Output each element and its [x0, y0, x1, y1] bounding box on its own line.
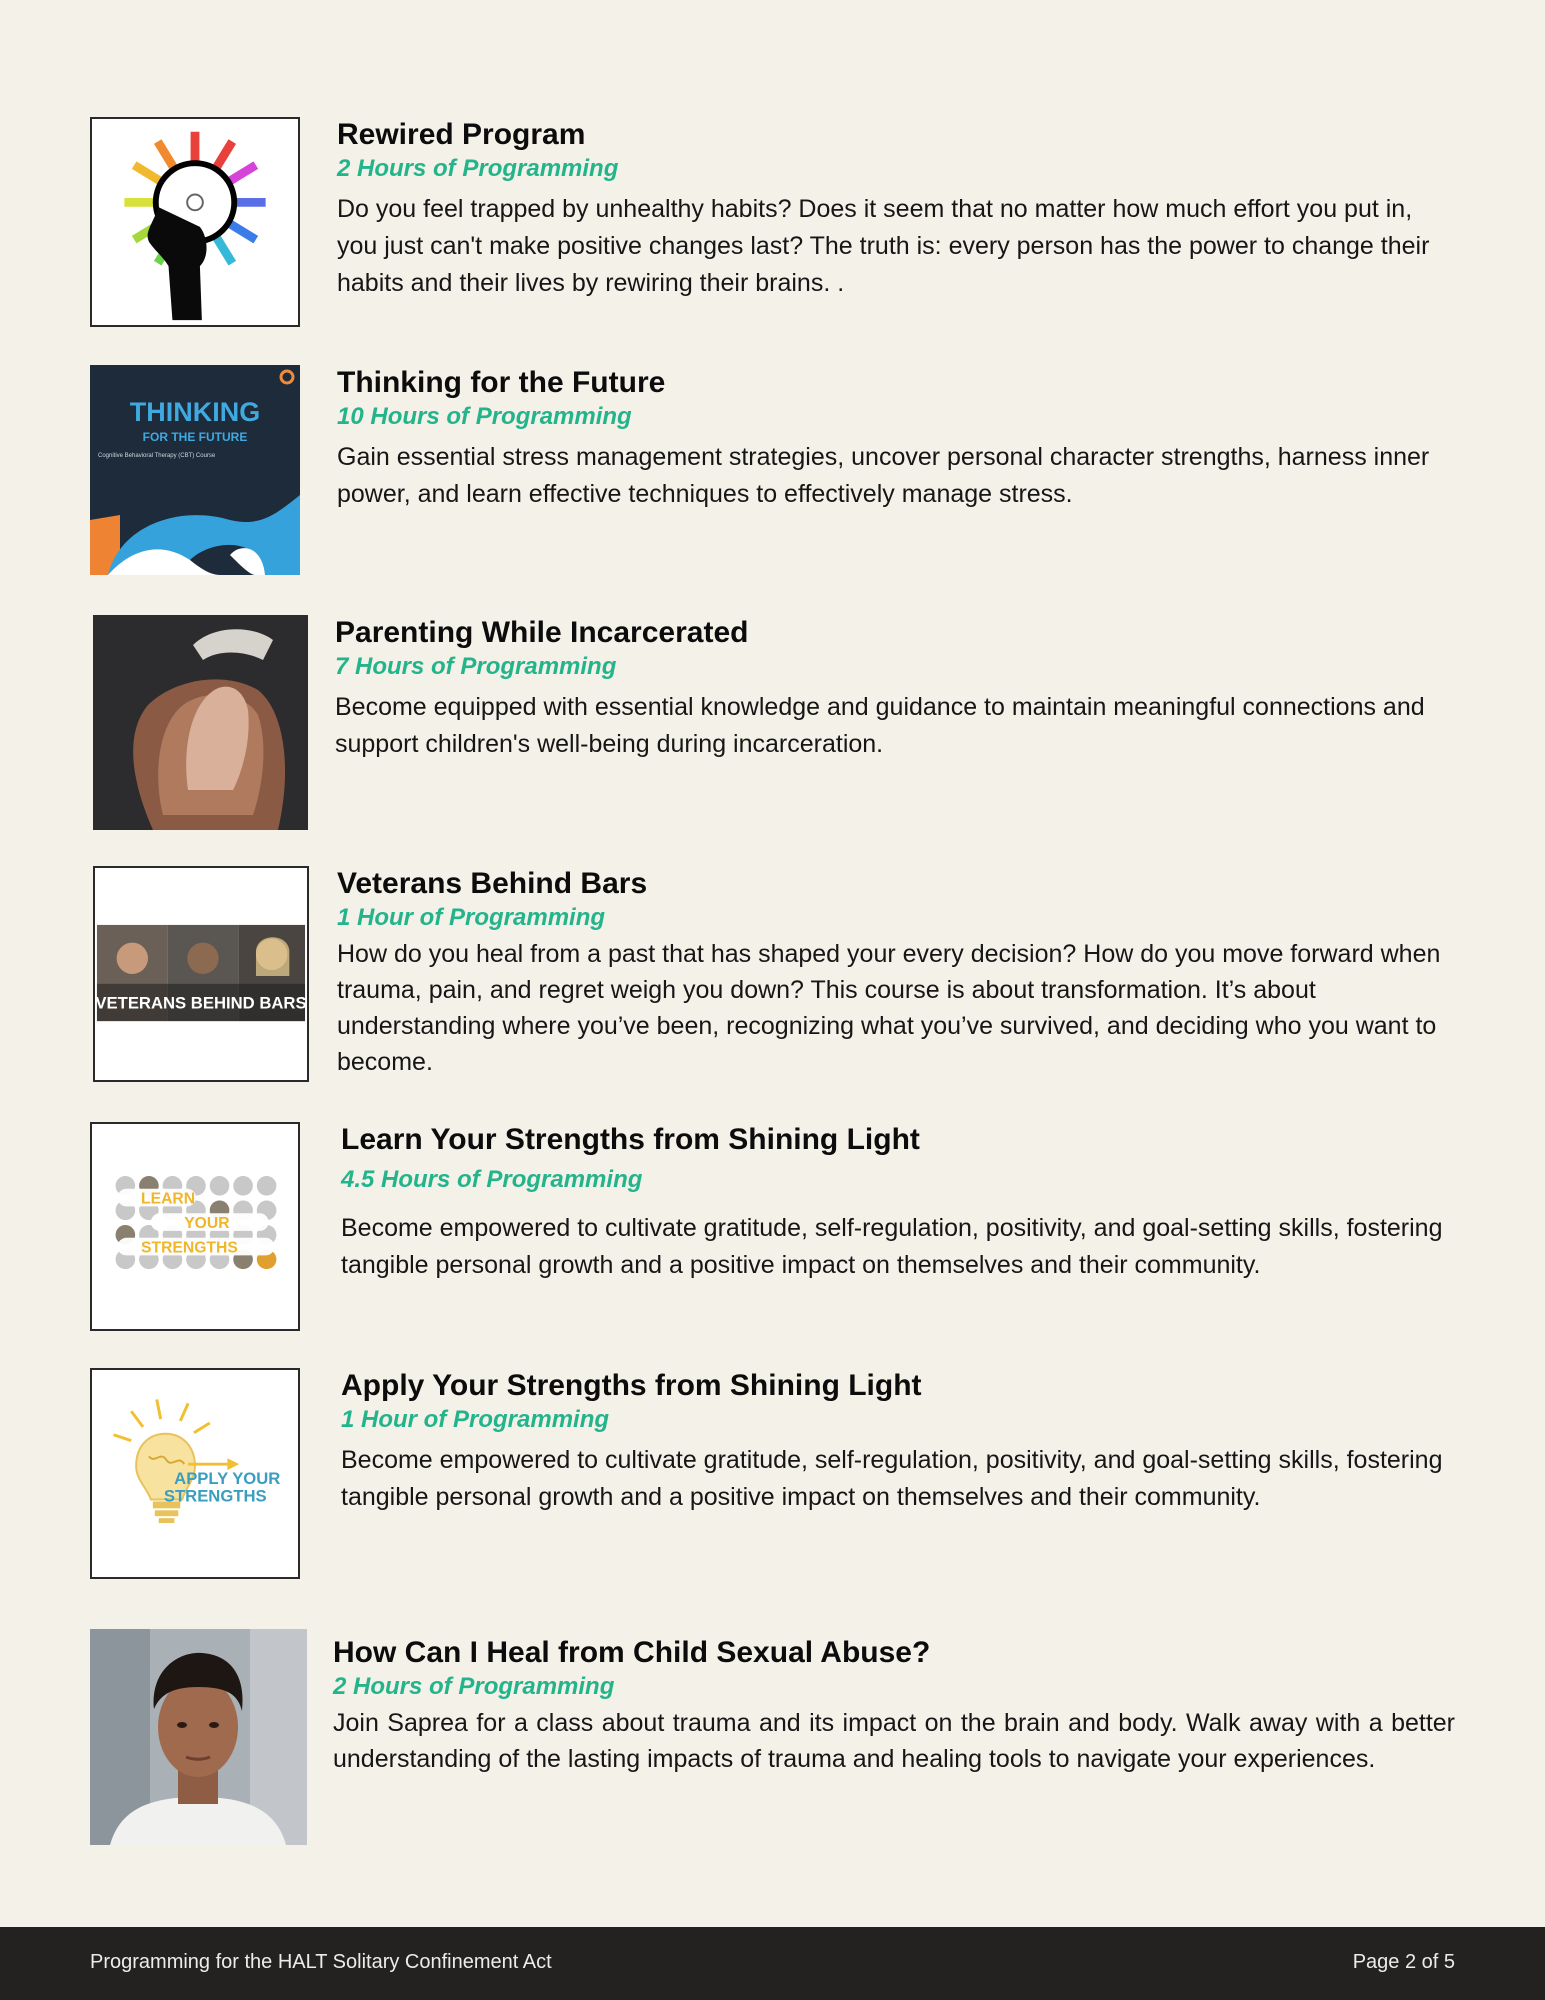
graphic-word-strengths: STRENGTHS: [141, 1239, 238, 1257]
program-info: [333, 1629, 1455, 1777]
program-description: How do you heal from a past that has shaped your every decision? How do you move forward when trauma, pain, and regret weigh you down? This course is about transformation. It’s about understanding where you’ve been, recognizing what you’ve survived, and deciding who you want to become.: [337, 940, 1441, 1076]
program-hours: 4.5 Hours of Programming: [341, 1166, 643, 1193]
veterans-banner-text: VETERANS BEHIND BARS: [95, 993, 307, 1013]
program-hours: 2 Hours of Programming: [333, 1673, 615, 1700]
cover-subtitle: FOR THE FUTURE: [142, 430, 248, 444]
program-description: Become empowered to cultivate gratitude, self-regulation, positivity, and goal-setting skills, fostering tangible personal growth and a positive impact on themselves and their community.: [341, 1446, 1443, 1511]
veterans-photo-strip: [93, 866, 309, 1082]
graphic-word-apply-your: APPLY YOUR: [174, 1468, 281, 1488]
program-description: Become equipped with essential knowledge and guidance to maintain meaningful connections and support children's well-being during incarceration.: [335, 693, 1425, 758]
program-info: [337, 866, 1455, 1080]
graphic-word-learn: LEARN: [141, 1190, 196, 1208]
program-hours: 1 Hour of Programming: [337, 904, 606, 931]
program-title: How Can I Heal from Child Sexual Abuse?: [333, 1636, 931, 1669]
stacked-hands-photo: [93, 615, 308, 830]
page-number: Page 2 of 5: [1352, 1951, 1455, 1973]
footer-title: Programming for the HALT Solitary Confinement Act: [90, 1951, 552, 1973]
program-info: [337, 365, 1455, 513]
program-title: Rewired Program: [337, 118, 586, 151]
program-hours: 2 Hours of Programming: [337, 155, 619, 182]
program-info: [337, 117, 1455, 302]
program-hours: 10 Hours of Programming: [337, 403, 632, 430]
cover-caption: Cognitive Behavioral Therapy (CBT) Course: [98, 453, 216, 459]
program-description: Become empowered to cultivate gratitude, self-regulation, positivity, and goal-setting skills, fostering tangible personal growth and a positive impact on themselves and their community.: [341, 1214, 1443, 1279]
thinking-for-the-future-cover: [90, 365, 300, 575]
cover-title: THINKING: [129, 397, 261, 427]
learn-your-strengths-graphic: [90, 1122, 300, 1331]
program-title: Learn Your Strengths from Shining Light: [341, 1123, 920, 1156]
graphic-word-your: YOUR: [184, 1214, 230, 1232]
program-hours: 7 Hours of Programming: [335, 653, 617, 680]
program-info: [341, 1122, 1455, 1284]
lightbulb-icon: [90, 1368, 300, 1579]
program-description: Do you feel trapped by unhealthy habits? Does it seem that no matter how much effort you put in, you just can't make positive changes last? The truth is: every person has the power to change their habits and their lives by rewiring their brains. .: [337, 195, 1430, 297]
program-hours: 1 Hour of Programming: [341, 1406, 610, 1433]
graphic-word-strengths: STRENGTHS: [163, 1486, 267, 1506]
program-title: Veterans Behind Bars: [337, 867, 648, 900]
page-footer: [0, 1927, 1545, 2000]
rainbow-arrows-head-icon: [90, 117, 300, 327]
program-description: Gain essential stress management strategies, uncover personal character strengths, harness inner power, and learn effective techniques to effectively manage stress.: [337, 443, 1430, 508]
program-description: Join Saprea for a class about trauma and its impact on the brain and body. Walk away with a better understanding of the lasting impacts of trauma and healing tools to navigate your experiences.: [333, 1709, 1455, 1773]
woman-portrait-photo: [90, 1629, 307, 1845]
program-title: Thinking for the Future: [337, 366, 666, 399]
program-title: Apply Your Strengths from Shining Light: [341, 1369, 922, 1402]
program-title: Parenting While Incarcerated: [335, 616, 749, 649]
program-info: [335, 615, 1455, 763]
program-info: [341, 1368, 1455, 1516]
